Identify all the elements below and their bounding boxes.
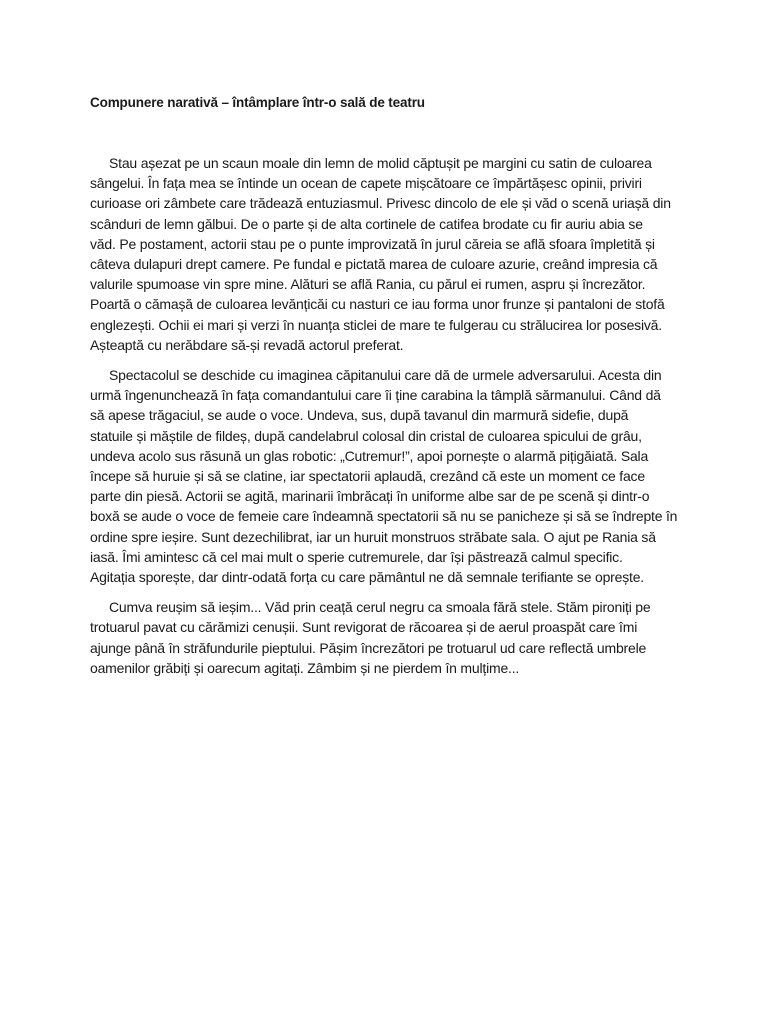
text-line: câteva dulapuri drept camere. Pe fundal e pictată marea de culoare azurie, creând impresia că	[90, 256, 658, 273]
text-line: ordine spre ieșire. Sunt dezechilibrat, iar un huruit monstruos străbate sala. O ajut pe Rania să	[90, 528, 656, 545]
text-line: Agitația sporește, dar dintr-odată forța cu care pământul ne dă semnale terifiante se oprește.	[90, 569, 644, 586]
text-line: englezești. Ochii ei mari și verzi în nuanța sticlei de mare te fulgerau cu strălucirea lor posesivă.	[90, 316, 662, 333]
text-line: Spectacolul se deschide cu imaginea căpitanului care dă de urmele adversarului. Acesta din	[109, 367, 662, 384]
text-line: să apese trăgaciul, se aude o voce. Undeva, sus, după tavanul din marmură sidefie, după	[90, 407, 629, 424]
text-line: boxă se aude o voce de femeie care îndeamnă spectatorii să nu se panicheze și să se îndrepte în	[90, 508, 678, 525]
text-line: văd. Pe postament, actorii stau pe o punte improvizată în jurul căreia se află sfoara împletită și	[90, 235, 655, 252]
text-line: trotuarul pavat cu cărămizi cenușii. Sunt revigorat de răcoarea și de aerul proaspăt care îmi	[90, 619, 638, 636]
paragraph-2	[90, 365, 690, 587]
text-line: urmă îngenunchează în fața comandantului care îi ține carabina la tâmplă sărmanului. Când dă	[90, 387, 661, 404]
document-title: Compunere narativă – întâmplare într-o sală de teatru	[90, 95, 425, 110]
text-line: valurile spumoase vin spre mine. Alături se află Rania, cu părul ei rumen, aspru și încrezător.	[90, 276, 646, 293]
text-line: Cumva reușim să ieșim... Văd prin ceață cerul negru ca smoala fără stele. Stăm pironiți pe	[109, 599, 651, 616]
text-line: undeva acolo sus răsună un glas robotic: „Cutremur!”, apoi pornește o alarmă pițigăiată. Sala	[90, 447, 649, 464]
text-line: curioase ori zâmbete care trădează entuziasmul. Privesc dincolo de ele și văd o scenă uriașă din	[90, 195, 671, 212]
text-line: Poartă o cămașă de culoarea levănțicăi cu nasturi ce iau forma unor frunze și pantaloni de stofă	[90, 296, 665, 313]
paragraph-1	[90, 153, 690, 355]
text-line: ajunge până în străfundurile pieptului. Pășim încrezători pe trotuarul ud care reflectă umbrele	[90, 639, 647, 656]
paragraph-3	[90, 597, 690, 678]
text-line: statuile și măștile de fildeș, după candelabrul colosal din cristal de culoarea spicului de grâu,	[90, 427, 642, 444]
text-line: parte din piesă. Actorii se agită, marinarii îmbrăcați în uniforme albe sar de pe scenă și dintr-o	[90, 488, 650, 505]
text-line: Stau așezat pe un scaun moale din lemn de molid căptușit pe margini cu satin de culoarea	[109, 155, 652, 171]
text-line: scânduri de lemn gălbui. De o parte și de alta cortinele de catifea brodate cu fir auriu abia se	[90, 215, 643, 232]
text-line: începe să huruie și să se clatine, iar spectatorii aplaudă, crezând că este un moment ce face	[90, 468, 645, 485]
text-line: sângelui. În fața mea se întinde un ocean de capete mișcătoare ce împărtășesc opinii, priviri	[90, 175, 642, 192]
text-line: iasă. Îmi amintesc că cel mai mult o sperie cutremurele, dar își păstrează calmul specific.	[90, 548, 623, 565]
text-line: Așteaptă cu nerăbdare să-și revadă actorul preferat.	[90, 336, 404, 353]
text-line: oamenilor grăbiți și oarecum agitați. Zâmbim și ne pierdem în mulțime...	[90, 659, 520, 676]
document-body	[90, 153, 690, 688]
